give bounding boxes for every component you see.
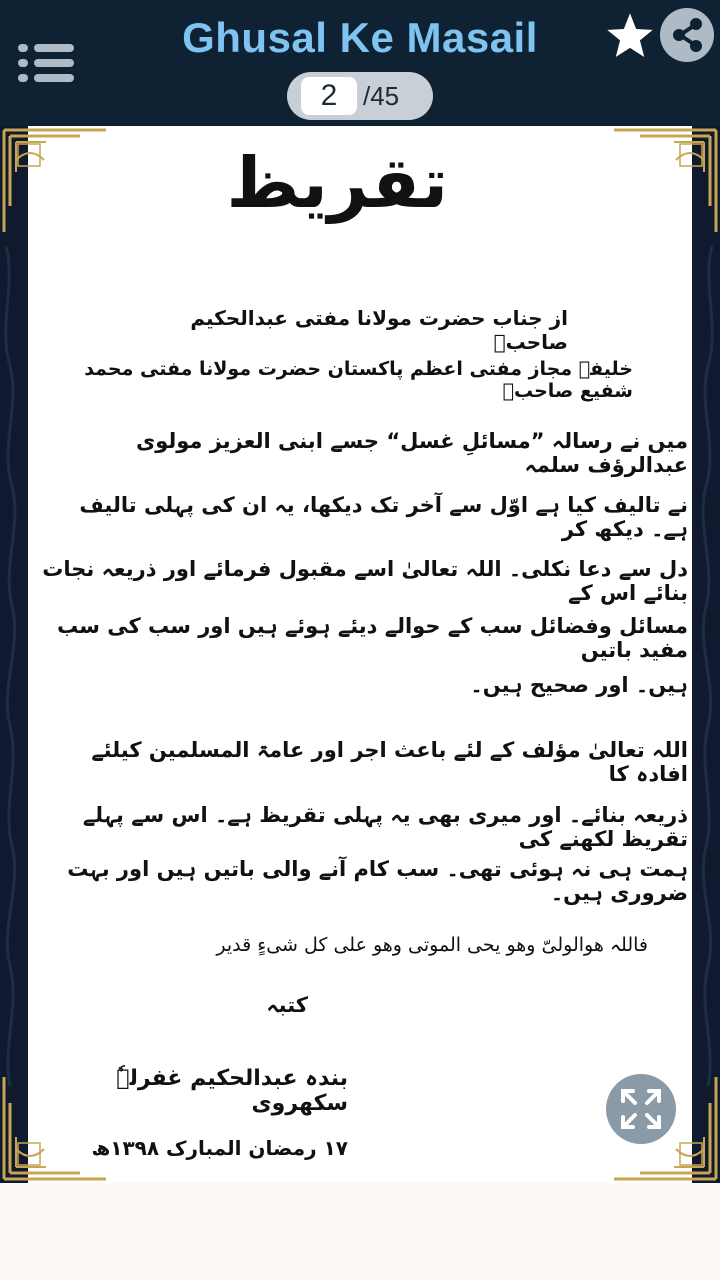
star-icon (604, 10, 656, 62)
right-decorative-border (692, 126, 720, 1183)
top-app-bar (0, 0, 720, 126)
paragraph-1-line-1: میں نے رسالہ ”مسائلِ غسل“ جسے ابنی العزیز مولوی عبدالرؤف سلمہ (135, 429, 688, 477)
date-line: ۱۷ رمضان المبارک ۱۳۹۸ھ (91, 1136, 348, 1160)
favorite-button[interactable] (604, 10, 656, 62)
document-page[interactable] (28, 126, 692, 1183)
app-title: Ghusal Ke Masail (182, 14, 538, 61)
signature: بندہ عبدالحکیم غفرلہٗ سکھروی (116, 1066, 348, 1116)
paragraph-1-line-3: دل سے دعا نکلی۔ اللہ تعالیٰ اسے مقبول فرمائے اور ذریعہ نجات بنائے اس کے (42, 557, 688, 605)
author-line-2: خلیفۂ مجاز مفتی اعظم پاکستان حضرت مولانا مفتی محمد شفیع صاحبؒ (84, 358, 633, 402)
expand-icon (606, 1074, 676, 1144)
page-frame (0, 126, 720, 1183)
fullscreen-button[interactable] (606, 1074, 676, 1144)
page-indicator (287, 72, 433, 120)
corner-ornament-bottom-left (0, 1073, 110, 1183)
share-icon (660, 8, 714, 62)
paragraph-1-line-5: ہیں۔ اور صحیح ہیں۔ (470, 673, 688, 697)
left-decorative-border (0, 126, 28, 1183)
page-total-label: /45 (363, 81, 400, 111)
paragraph-2-line-2: ذریعہ بنائے۔ اور میری بھی یہ پہلی تقریظ ہے۔ اس سے پہلے تقریظ لکھنے کی (82, 803, 688, 851)
menu-button[interactable] (18, 44, 74, 86)
katabahu-label: کتبہ (266, 993, 308, 1017)
paragraph-2-line-3: ہمت ہی نہ ہوئی تھی۔ سب کام آنے والی باتیں ہیں اور بہت ضروری ہیں۔ (67, 857, 688, 905)
paragraph-1-line-2: نے تالیف کیا ہے اوّل سے آخر تک دیکھا، یہ ان کی پہلی تالیف ہے۔ دیکھ کر (79, 493, 688, 541)
arabic-line: فاللہ ھوالولیّ وھو یحی الموتی وھو علی کل شیءٍ قدیر (216, 934, 648, 956)
corner-ornament-top-right (610, 126, 720, 236)
paragraph-1-line-4: مسائل وفضائل سب کے حوالے دیئے ہوئے ہیں اور سب کی سب مفید باتیں (57, 614, 688, 662)
paragraph-2-line-1: اللہ تعالیٰ مؤلف کے لئے باعث اجر اور عامۃ المسلمین کیلئے افادہ کا (91, 738, 688, 786)
corner-ornament-top-left (0, 126, 110, 236)
page-number-input[interactable]: 2 (301, 77, 357, 115)
document-heading: تقریظ (226, 142, 448, 224)
author-line-1: از جناب حضرت مولانا مفتی عبدالحکیم صاحبؒ (190, 306, 568, 354)
share-button[interactable] (660, 8, 714, 62)
